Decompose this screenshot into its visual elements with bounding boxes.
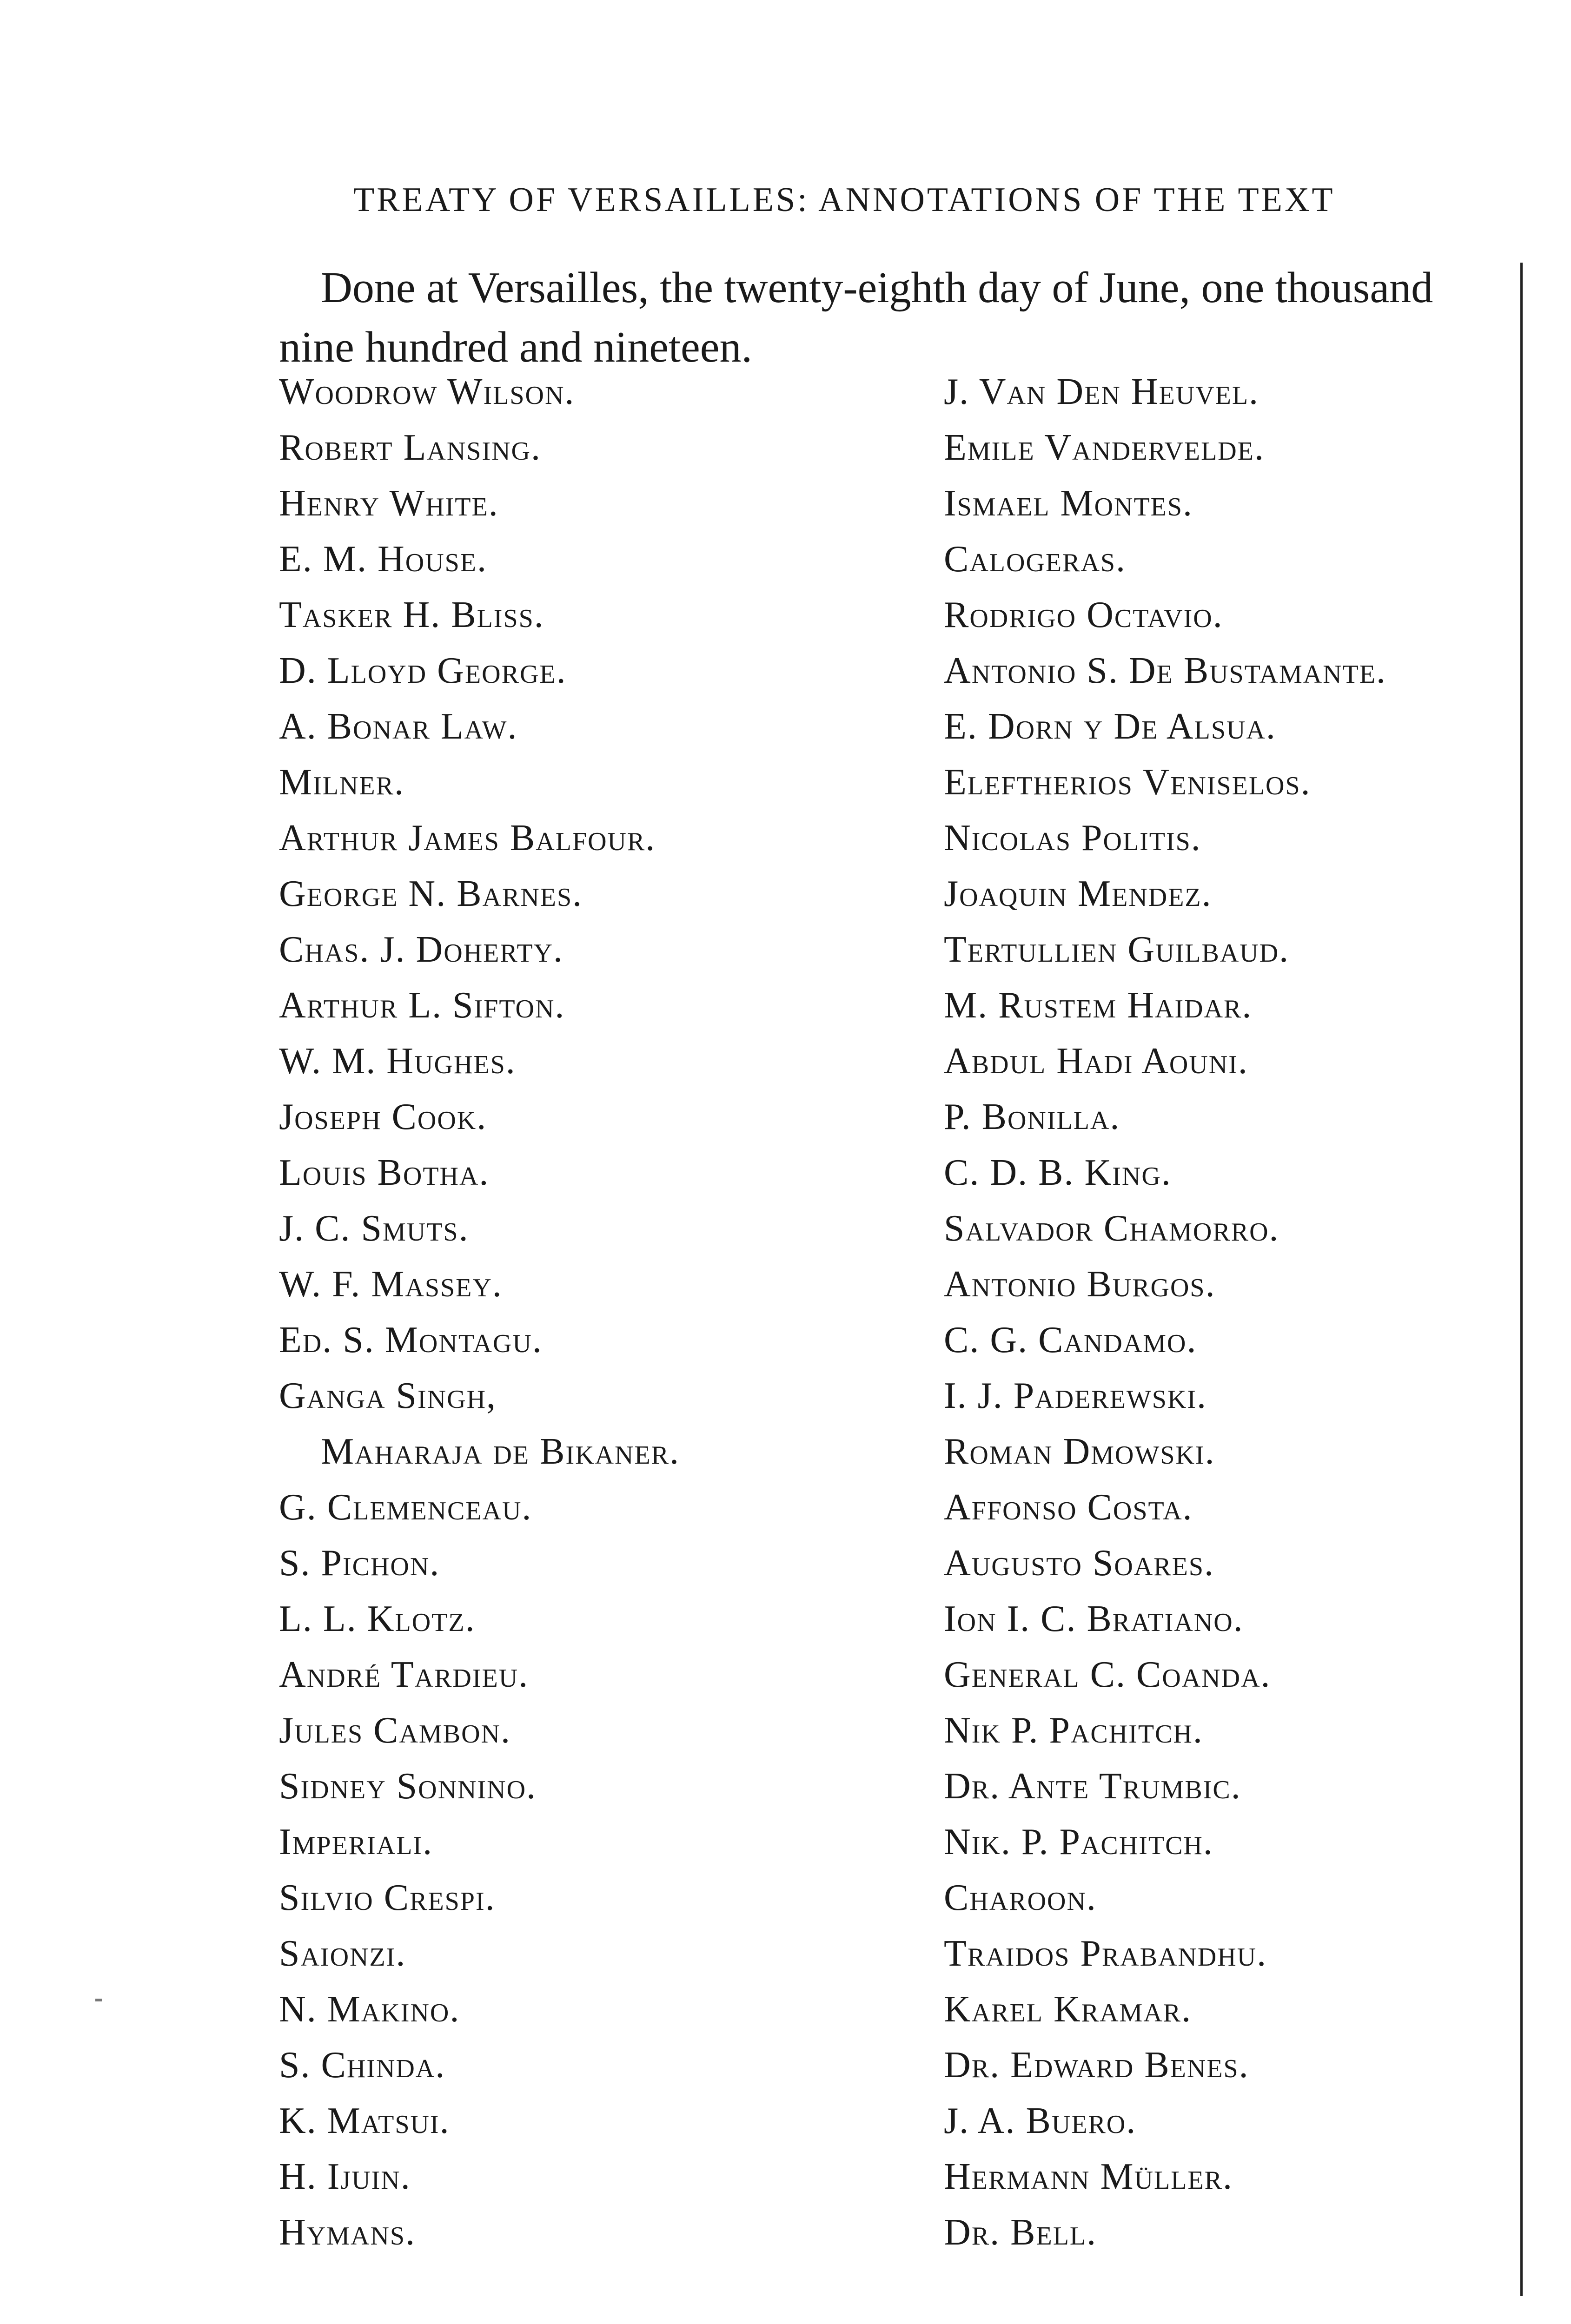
signatory: Arthur L. Sifton. [279,985,565,1026]
signatory: Traidos Prabandhu. [944,1933,1267,1974]
signatory: Dr. Bell. [944,2212,1097,2253]
signatory: C. D. B. King. [944,1152,1172,1193]
signatory: S. Pichon. [279,1543,440,1584]
signatory: Nik. P. Pachitch. [944,1822,1213,1862]
signatory: L. L. Klotz. [279,1598,476,1639]
signatory: A. Bonar Law. [279,706,518,747]
signatories-right-column [944,364,1386,2260]
signatory: Sidney Sonnino. [279,1766,537,1807]
signatory: W. F. Massey. [279,1264,503,1305]
signatory: S. Chinda. [279,2045,446,2086]
signatory: J. Van Den Heuvel. [944,371,1259,412]
signatory: Ismael Montes. [944,483,1193,524]
closing-paragraph-line-1: Done at Versailles, the twenty-eighth day of June, one thousand [321,264,1433,312]
signatory: Augusto Soares. [944,1543,1214,1584]
signatory: Antonio Burgos. [944,1264,1216,1305]
signatory: Nik P. Pachitch. [944,1710,1203,1751]
signatory: E. M. House. [279,539,488,580]
signatory: Joaquin Mendez. [944,873,1212,914]
signatory: Dr. Ante Trumbic. [944,1766,1241,1807]
signatory: Roman Dmowski. [944,1431,1215,1472]
signatory: Charoon. [944,1877,1097,1918]
closing-paragraph [279,258,1516,377]
signatory: Dr. Edward Benes. [944,2045,1249,2086]
signatory: General C. Coanda. [944,1654,1271,1695]
signatory: Louis Botha. [279,1152,490,1193]
signatory: Emile Vandervelde. [944,427,1265,468]
signatory: I. J. Paderewski. [944,1375,1207,1416]
signatory: Affonso Costa. [944,1487,1193,1528]
signatory: Jules Cambon. [279,1710,511,1751]
signatory: N. Makino. [279,1989,460,2030]
margin-rule [1520,263,1523,2296]
signatory: J. A. Buero. [944,2100,1137,2141]
signatory: H. Ijuin. [279,2156,411,2197]
signatory: Imperiali. [279,1822,433,1862]
signatory: Abdul Hadi Aouni. [944,1041,1248,1082]
signatory: Karel Kramar. [944,1989,1192,2030]
signatory: Ganga Singh, [279,1375,497,1416]
signatory: Chas. J. Doherty. [279,929,564,970]
signatory: André Tardieu. [279,1654,529,1695]
stray-print-mark [95,1999,102,2001]
signatory: Joseph Cook. [279,1096,487,1137]
signatory: Tertullien Guilbaud. [944,929,1290,970]
signatory: Silvio Crespi. [279,1877,496,1918]
signatory: Tasker H. Bliss. [279,594,544,635]
signatory: Henry White. [279,483,499,524]
signatory: Hermann Müller. [944,2156,1233,2197]
signatory: E. Dorn y De Alsua. [944,706,1276,747]
signatory: Milner. [279,762,404,803]
signatory: Eleftherios Veniselos. [944,762,1311,803]
signatory: Arthur James Balfour. [279,818,656,858]
signatory: Salvador Chamorro. [944,1208,1279,1249]
signatory: Nicolas Politis. [944,818,1201,858]
signatory: Woodrow Wilson. [279,371,575,412]
signatory: W. M. Hughes. [279,1041,516,1082]
signatory: Saionzi. [279,1933,406,1974]
signatory-title-continuation: Maharaja de Bikaner. [321,1431,680,1472]
signatory: Rodrigo Octavio. [944,594,1223,635]
signatory: P. Bonilla. [944,1096,1120,1137]
signatory: George N. Barnes. [279,873,583,914]
signatory: J. C. Smuts. [279,1208,469,1249]
running-header: TREATY OF VERSAILLES: ANNOTATIONS OF THE TEXT [353,181,1335,219]
signatory: K. Matsui. [279,2100,450,2141]
signatory: Hymans. [279,2212,416,2253]
signatory: Ion I. C. Bratiano. [944,1598,1244,1639]
signatory: M. Rustem Haidar. [944,985,1253,1026]
signatory: Robert Lansing. [279,427,541,468]
signatory: Ed. S. Montagu. [279,1320,543,1360]
signatory: C. G. Candamo. [944,1320,1197,1360]
signatories-left-column [279,364,680,2260]
signatory: D. Lloyd George. [279,650,567,691]
closing-paragraph-line-2: nine hundred and nineteen. [279,323,752,371]
signatory: Calogeras. [944,539,1127,580]
signatory: G. Clemenceau. [279,1487,532,1528]
signatory: Antonio S. De Bustamante. [944,650,1387,691]
